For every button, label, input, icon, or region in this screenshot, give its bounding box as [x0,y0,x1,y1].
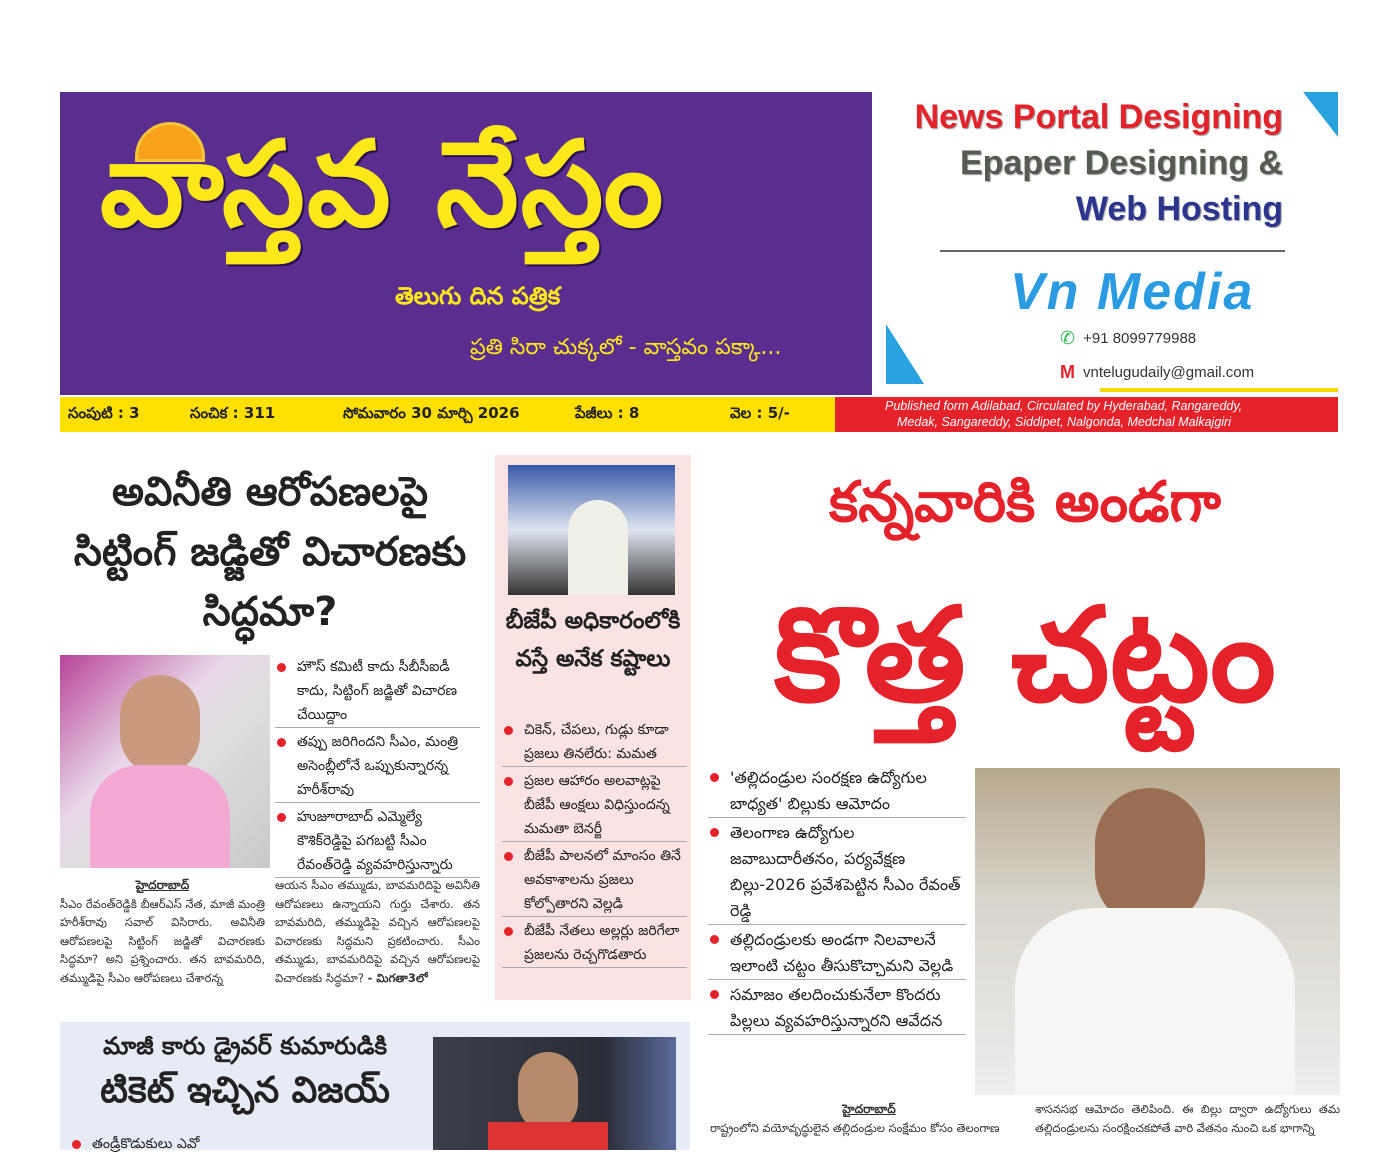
ad-line: Epaper Designing & [959,144,1283,182]
newspaper-subtitle: తెలుగు దిన పత్రిక [395,282,561,310]
bullet-item: చికెన్, చేపలు, గుడ్లు కూడా ప్రజలు తినలేరు: మమత [502,718,687,767]
bullet-item: సమాజం తలదించుకునేలా కొందరు పిల్లలు వ్యవహరిస్తున్నారని ఆవేదన [708,982,966,1035]
gmail-icon: M [1060,362,1075,382]
bullet-item: హుజూరాబాద్ ఎమ్మెల్యే కౌశిక్‌రెడ్డిపై పగబట్టి సీఎం రేవంత్‌రెడ్డి వ్యవహరిస్తున్నారు [275,805,480,878]
divider [1100,388,1338,392]
article-body [710,1100,1028,1137]
bullet-item: బీజేపీ పాలనలో మాంసం తినే అవకాశాలను ప్రజలు కోల్పోతారని వెల్లడి [502,844,687,917]
bullet-item: హౌస్ కమిటీ కాదు సీబీసీఐడీ కాదు, సిట్టింగ్ జడ్జితో విచారణ చేయిద్దాం [275,655,480,728]
article-photo [508,465,675,595]
dateline: హైదరాబాద్ [842,1102,896,1116]
lead-headline[interactable]: కొత్త చట్టం [774,579,1276,731]
ad-brand: Vn Media [1010,263,1255,321]
advertisement[interactable] [880,92,1338,390]
email-text: vntelugudaily@gmail.com [1083,364,1255,381]
date: సోమవారం 30 మార్చి 2026 [343,403,520,422]
ad-line: Web Hosting [1075,190,1283,228]
bullet-item: తల్లిదండ్రులకు అండగా నిలవాలనే ఇలాంటి చట్టం తీసుకొచ్చామని వెల్లడి [708,927,966,980]
article-body [275,876,480,987]
publication-line: Medak, Sangareddy, Siddipet, Nalgonda, Medchal Malkajgiri [897,415,1231,429]
bottom-kicker: మాజీ కారు డ్రైవర్ కుమారుడికి [103,1032,387,1060]
article-body [1035,1100,1340,1137]
bullet-item: తెలంగాణ ఉద్యోగుల జవాబుదారీతనం, పర్యవేక్షణ బిల్లు-2026 ప్రవేశపెట్టిన సీఎం రేవంత్ రెడ్డి [708,820,966,925]
ad-line: News Portal Designing [914,98,1283,136]
bullet-item: ప్రజల ఆహారం అలవాట్లపై బీజేపీ ఆంక్షలు విధిస్తుందన్న మమతా బెనర్జీ [502,769,687,842]
publication-info [835,397,1338,432]
whatsapp-icon: ✆ [1060,328,1076,348]
price: వెల : 5/- [730,403,790,422]
bullet-list [275,655,480,880]
headline[interactable]: అవినీతి ఆరోపణలపై సిట్టింగ్ జడ్జితో విచారణకు సిద్ధమా? [73,469,467,635]
publication-line: Published form Adilabad, Circulated by Hyderabad, Rangareddy, [885,399,1243,413]
lead-kicker: కన్నవారికి అండగా [828,470,1221,535]
ad-phone [1060,328,1196,349]
bottom-headline[interactable]: టికెట్ ఇచ్చిన విజయ్ [100,1070,390,1111]
continued-link[interactable]: - మిగతా3లో [367,970,428,985]
article-photo [433,1037,676,1150]
body-text: శాసనసభ ఆమోదం తెలిపింది. ఈ బిల్లు ద్వారా ఉద్యోగులు తమ తల్లిదండ్రులను సంరక్షించకపోతే వారి వేతనం నుంచి ఒక భాగాన్ని [1035,1102,1340,1135]
bullet-item: 'తల్లిదండ్రుల సంరక్షణ ఉద్యోగుల బాధ్యత' బిల్లుకు ఆమోదం [708,765,966,818]
body-text: రాష్ట్రంలోని వయోవృద్ధులైన తల్లిదండ్రుల సంక్షేమం కోసం తెలంగాణ [710,1120,1000,1135]
bullet-list [502,718,687,970]
body-text: సీఎం రేవంత్‌రెడ్డికి బీఆర్ఎస్ నేత, మాజీ మంత్రి హరీశ్‌రావు సవాల్ విసిరారు. అవినీతి ఆరోపణలపై సిట్టింగ్ జడ్జితో విచారణకు సిద్ధమా? అని ప్రశ్నించారు. తన బావమరిది, తమ్ముడిపై సీఎం ఆరోపణలు చేశారన్న [60,896,265,985]
corner-decoration [1303,92,1338,137]
bullet-item: తప్పు జరిగిందని సీఎం, మంత్రి అసెంబ్లీలోనే ఒప్పుకున్నారన్న హరీశ్‌రావు [275,730,480,803]
bullet-list [70,1132,370,1158]
volume: సంపుటి : 3 [68,403,140,422]
article-photo [60,655,270,868]
ad-email [1060,362,1254,383]
pages: పేజీలు : 8 [575,403,640,422]
corner-decoration [886,324,924,384]
info-strip [60,397,835,432]
phone-text: +91 8099779988 [1083,330,1197,347]
headline[interactable]: బీజేపీ అధికారంలోకి వస్తే అనేక కష్టాలు [505,608,681,672]
newspaper-title: వాస్తవ నేస్తం [100,115,666,253]
issue: సంచిక : 311 [190,403,276,422]
body-text: ఆయన సీఎం తమ్ముడు, బావమరిదిపై అవినీతి ఆరోపణలు ఉన్నాయని గుర్తు చేశారు. తన బావమరిది, తమ్ముడిపై వచ్చిన ఆరోపణలపై విచారణకు సిద్ధమని ప్రకటించారు. సీఎం తమ్ముడు, బావమరిదిపై వచ్చిన ఆరోపణలపై విచారణకు సిద్ధమా? [275,878,480,985]
divider [940,250,1285,252]
tagline: ప్రతి సిరా చుక్కలో - వాస్తవం పక్కా... [470,335,782,360]
dateline: హైదరాబాద్ [135,878,190,892]
bullet-item: బీజేపీ నేతలు అల్లర్లు జరిగేలా ప్రజలను రెచ్చగొడతారు [502,919,687,968]
article-photo [975,768,1340,1095]
article-body [60,876,265,987]
bullet-item: తండ్రీకొడుకులు ఎవో [70,1132,370,1156]
bullet-list [708,765,966,1037]
